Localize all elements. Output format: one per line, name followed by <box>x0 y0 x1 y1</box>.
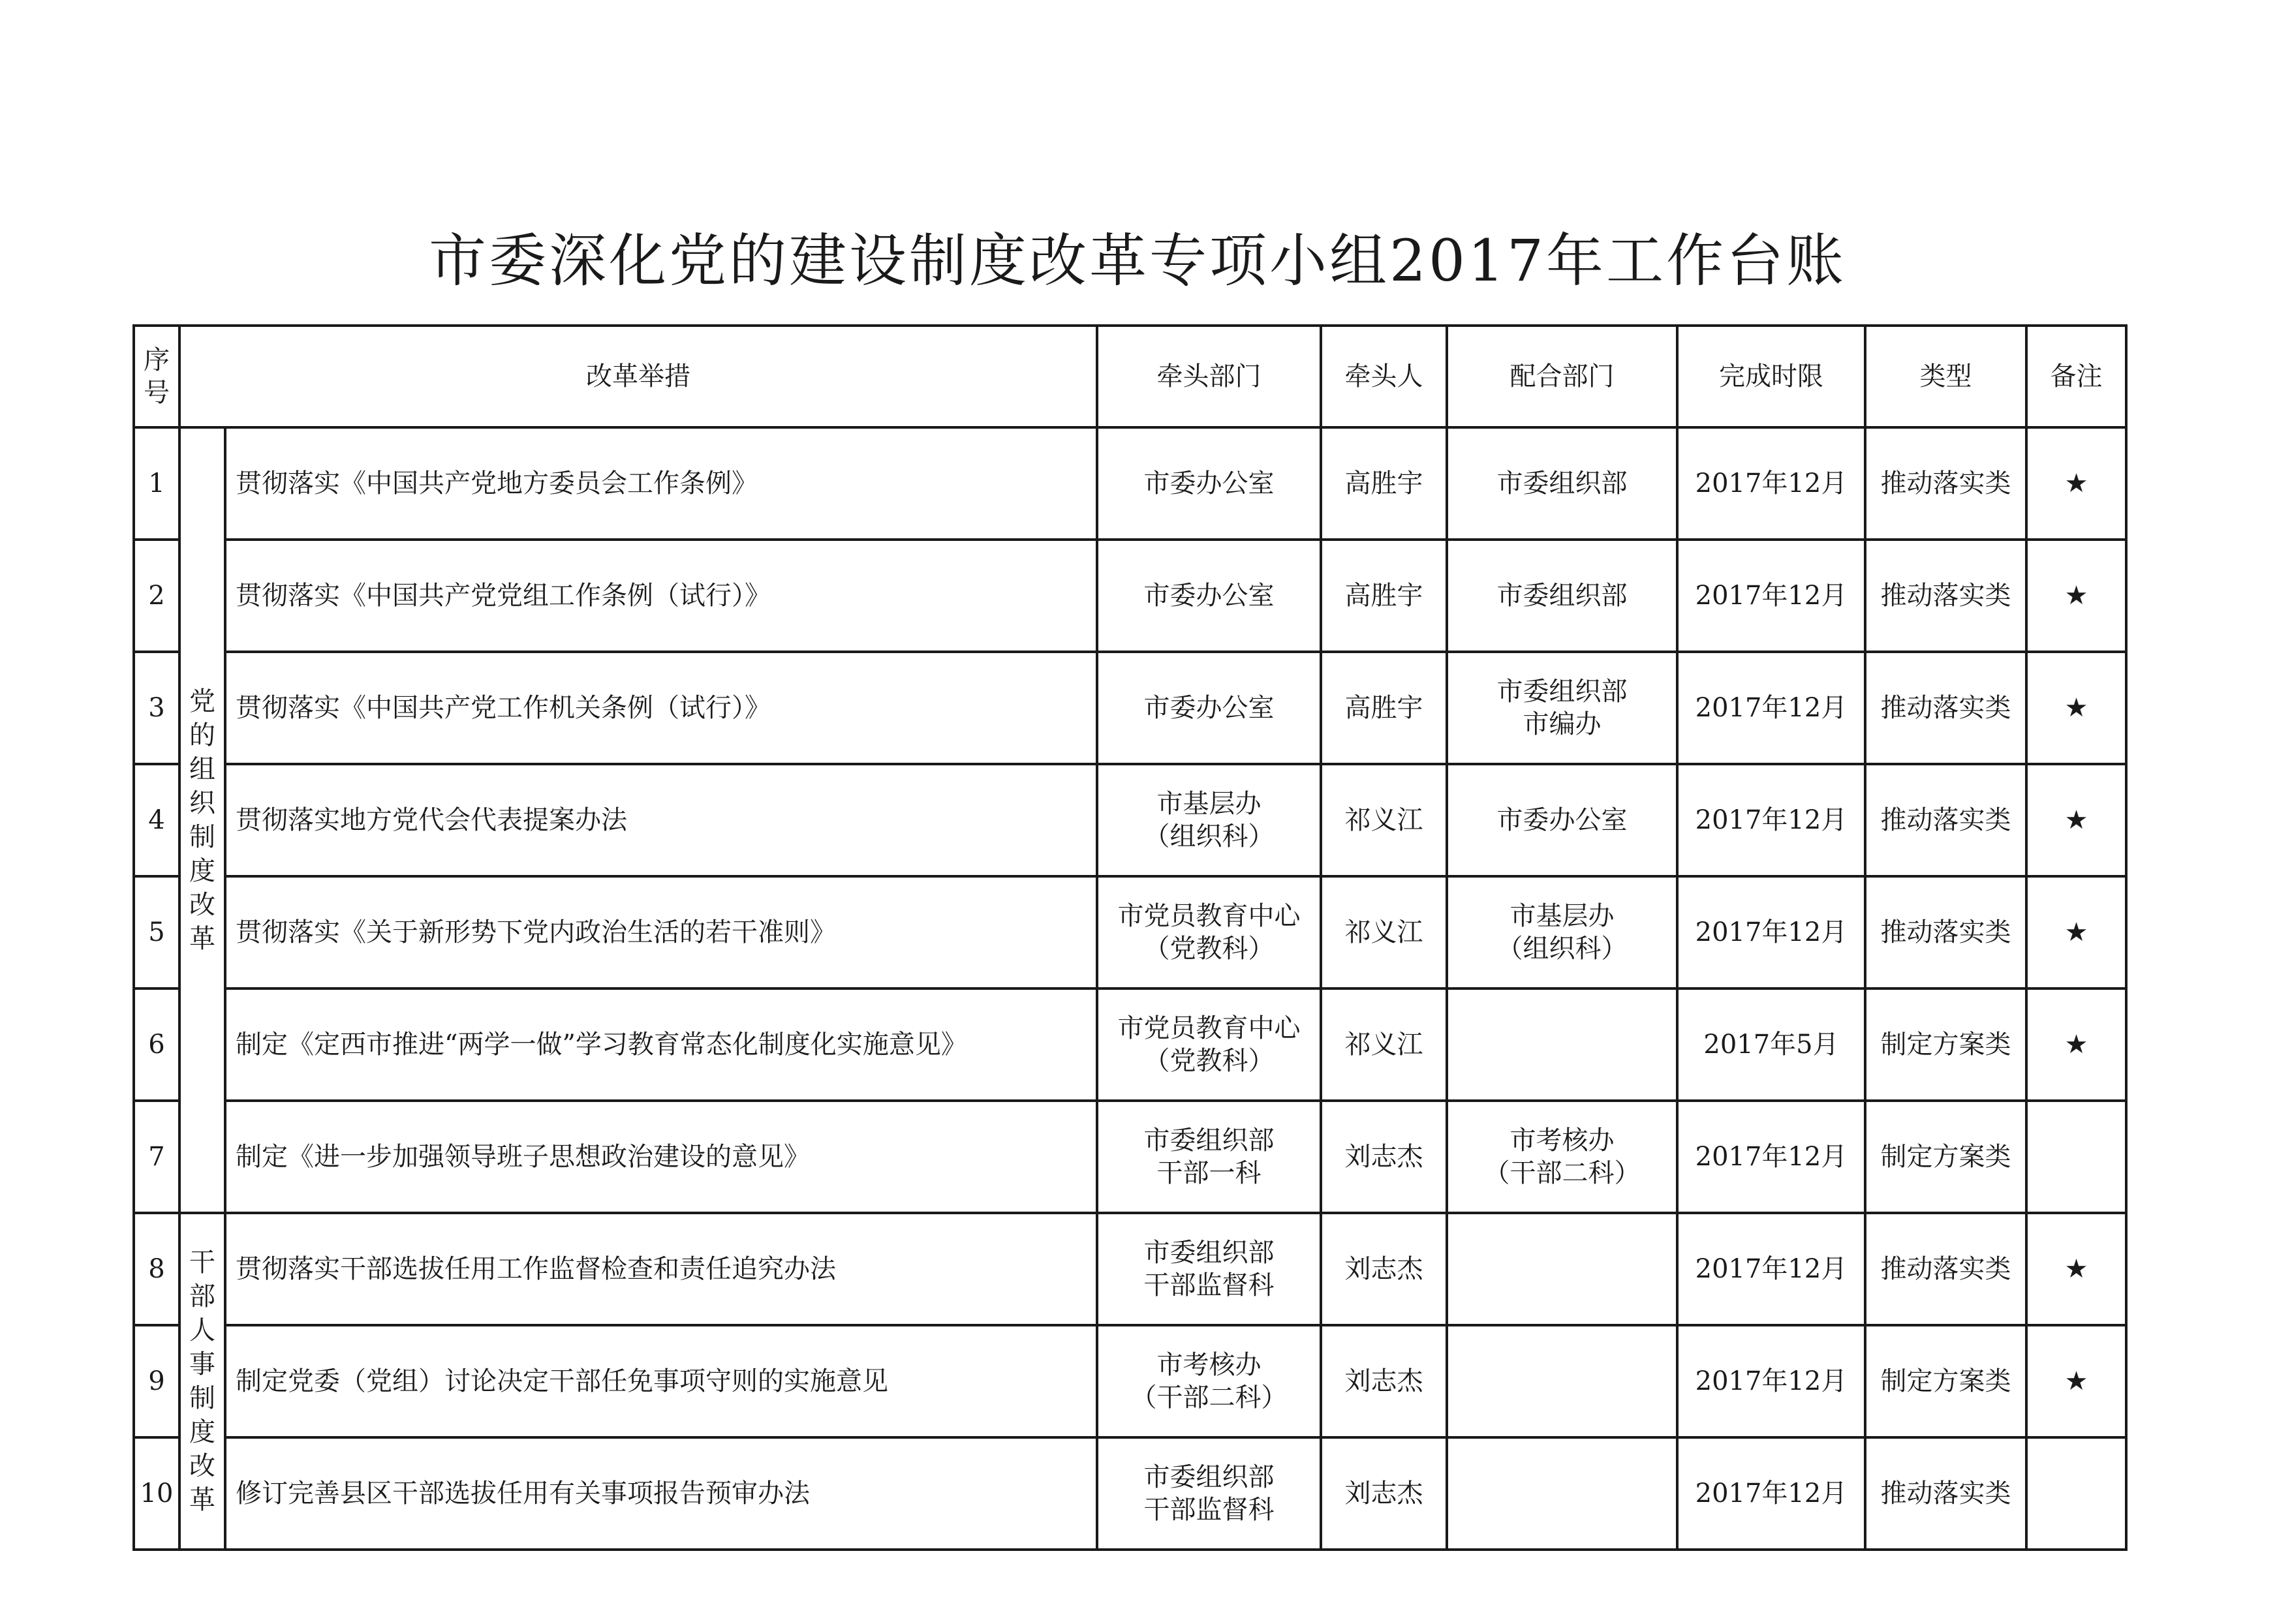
cell-line: （党教科） <box>1143 934 1275 964</box>
note-star <box>2026 1437 2126 1550</box>
cell-line: 市委组织部 <box>1143 1126 1275 1156</box>
table-row <box>134 764 2126 876</box>
coop-department <box>1447 540 1677 652</box>
measure-type: 推动落实类 <box>1865 876 2026 988</box>
cell-line: （党教科） <box>1143 1046 1275 1076</box>
table-row <box>134 540 2126 652</box>
lead-person: 祁义江 <box>1321 876 1447 988</box>
deadline: 2017年12月 <box>1677 1325 1865 1437</box>
table-row <box>134 1437 2126 1550</box>
deadline: 2017年12月 <box>1677 1213 1865 1325</box>
coop-department <box>1447 652 1677 764</box>
cell-line: 市委组织部 <box>1143 1462 1275 1492</box>
deadline: 2017年12月 <box>1677 540 1865 652</box>
deadline: 2017年12月 <box>1677 1437 1865 1550</box>
measure-type: 制定方案类 <box>1865 1101 2026 1213</box>
lead-person: 刘志杰 <box>1321 1101 1447 1213</box>
table-row <box>134 652 2126 764</box>
reform-measure: 制定党委（党组）讨论决定干部任免事项守则的实施意见 <box>225 1325 1097 1437</box>
note-star <box>2026 1101 2126 1213</box>
measure-type: 推动落实类 <box>1865 540 2026 652</box>
measure-type: 制定方案类 <box>1865 988 2026 1101</box>
header-index: 序号 <box>134 326 179 427</box>
table-row <box>134 1213 2126 1325</box>
note-star: ★ <box>2026 540 2126 652</box>
group-text: 干部人事制度改革 <box>189 1248 215 1515</box>
coop-department <box>1447 876 1677 988</box>
cell-line: （组织科） <box>1496 934 1628 964</box>
row-index: 5 <box>134 876 179 988</box>
cell-line: 市委办公室 <box>1143 693 1275 723</box>
reform-measure: 贯彻落实地方党代会代表提案办法 <box>225 764 1097 876</box>
coop-department <box>1447 1213 1677 1325</box>
header-note: 备注 <box>2026 326 2126 427</box>
header-row <box>134 326 2126 427</box>
note-star: ★ <box>2026 1325 2126 1437</box>
measure-type: 推动落实类 <box>1865 1213 2026 1325</box>
cell-line: （组织科） <box>1143 821 1275 851</box>
table-row <box>134 1101 2126 1213</box>
row-index: 2 <box>134 540 179 652</box>
coop-department <box>1447 1325 1677 1437</box>
cell-line: 市党员教育中心 <box>1117 901 1301 931</box>
deadline: 2017年12月 <box>1677 652 1865 764</box>
row-index: 4 <box>134 764 179 876</box>
lead-department <box>1097 1325 1321 1437</box>
header-type: 类型 <box>1865 326 2026 427</box>
lead-person: 高胜宇 <box>1321 652 1447 764</box>
reform-measure: 贯彻落实《中国共产党工作机关条例（试行）》 <box>225 652 1097 764</box>
reform-measure: 制定《进一步加强领导班子思想政治建设的意见》 <box>225 1101 1097 1213</box>
coop-department <box>1447 764 1677 876</box>
cell-line: 市委组织部 <box>1496 468 1628 498</box>
measure-type: 推动落实类 <box>1865 764 2026 876</box>
cell-line: 市考核办 <box>1509 1126 1615 1156</box>
deadline: 2017年12月 <box>1677 1101 1865 1213</box>
work-ledger-table <box>132 324 2128 1551</box>
lead-department <box>1097 988 1321 1101</box>
reform-measure: 贯彻落实《中国共产党党组工作条例（试行）》 <box>225 540 1097 652</box>
cell-line: 市委办公室 <box>1496 805 1628 835</box>
note-star: ★ <box>2026 876 2126 988</box>
deadline: 2017年12月 <box>1677 876 1865 988</box>
cell-line: 市基层办 <box>1509 901 1615 931</box>
group-label <box>179 1213 225 1550</box>
row-index: 10 <box>134 1437 179 1550</box>
row-index: 6 <box>134 988 179 1101</box>
header-lead-dept: 牵头部门 <box>1097 326 1321 427</box>
lead-person: 高胜宇 <box>1321 540 1447 652</box>
note-star: ★ <box>2026 427 2126 540</box>
cell-line: 干部一科 <box>1156 1158 1261 1188</box>
note-star: ★ <box>2026 652 2126 764</box>
header-lead-person: 牵头人 <box>1321 326 1447 427</box>
row-index: 9 <box>134 1325 179 1437</box>
lead-department <box>1097 1213 1321 1325</box>
lead-person: 刘志杰 <box>1321 1437 1447 1550</box>
row-index: 8 <box>134 1213 179 1325</box>
row-index: 1 <box>134 427 179 540</box>
deadline: 2017年12月 <box>1677 427 1865 540</box>
lead-person: 刘志杰 <box>1321 1213 1447 1325</box>
lead-person: 刘志杰 <box>1321 1325 1447 1437</box>
group-label <box>179 427 225 1213</box>
coop-department <box>1447 988 1677 1101</box>
table-row <box>134 1325 2126 1437</box>
cell-line: 市委办公室 <box>1143 468 1275 498</box>
cell-line: 市委组织部 <box>1496 581 1628 611</box>
row-index: 7 <box>134 1101 179 1213</box>
deadline: 2017年5月 <box>1677 988 1865 1101</box>
cell-line: 干部监督科 <box>1143 1270 1275 1300</box>
cell-line: 市委办公室 <box>1143 581 1275 611</box>
reform-measure: 贯彻落实《中国共产党地方委员会工作条例》 <box>225 427 1097 540</box>
measure-type: 推动落实类 <box>1865 1437 2026 1550</box>
coop-department <box>1447 1437 1677 1550</box>
lead-department <box>1097 540 1321 652</box>
cell-line: 干部监督科 <box>1143 1495 1275 1525</box>
cell-line: 市基层办 <box>1156 789 1261 819</box>
note-star: ★ <box>2026 988 2126 1101</box>
coop-department <box>1447 427 1677 540</box>
group-text: 党的组织制度改革 <box>189 686 215 954</box>
deadline: 2017年12月 <box>1677 764 1865 876</box>
reform-measure: 制定《定西市推进“两学一做”学习教育常态化制度化实施意见》 <box>225 988 1097 1101</box>
cell-line: 市考核办 <box>1156 1350 1261 1380</box>
reform-measure: 贯彻落实干部选拔任用工作监督检查和责任追究办法 <box>225 1213 1097 1325</box>
measure-type: 制定方案类 <box>1865 1325 2026 1437</box>
header-deadline: 完成时限 <box>1677 326 1865 427</box>
header-measure: 改革举措 <box>179 326 1097 427</box>
note-star: ★ <box>2026 1213 2126 1325</box>
lead-department <box>1097 764 1321 876</box>
lead-person: 祁义江 <box>1321 988 1447 1101</box>
coop-department <box>1447 1101 1677 1213</box>
cell-line: 市编办 <box>1523 709 1602 739</box>
measure-type: 推动落实类 <box>1865 427 2026 540</box>
lead-department <box>1097 1101 1321 1213</box>
lead-person: 高胜宇 <box>1321 427 1447 540</box>
lead-department <box>1097 427 1321 540</box>
cell-line: 市委组织部 <box>1143 1238 1275 1268</box>
cell-line: 市委组织部 <box>1496 677 1628 707</box>
cell-line: （干部二科） <box>1130 1383 1288 1413</box>
table-row <box>134 427 2126 540</box>
cell-line: （干部二科） <box>1483 1158 1641 1188</box>
table-row <box>134 876 2126 988</box>
table-row <box>134 988 2126 1101</box>
lead-department <box>1097 1437 1321 1550</box>
reform-measure: 贯彻落实《关于新形势下党内政治生活的若干准则》 <box>225 876 1097 988</box>
measure-type: 推动落实类 <box>1865 652 2026 764</box>
lead-department <box>1097 652 1321 764</box>
lead-department <box>1097 876 1321 988</box>
document-title: 市委深化党的建设制度改革专项小组2017年工作台账 <box>429 227 1846 294</box>
note-star: ★ <box>2026 764 2126 876</box>
lead-person: 祁义江 <box>1321 764 1447 876</box>
reform-measure: 修订完善县区干部选拔任用有关事项报告预审办法 <box>225 1437 1097 1550</box>
header-coop-dept: 配合部门 <box>1447 326 1677 427</box>
row-index: 3 <box>134 652 179 764</box>
cell-line: 市党员教育中心 <box>1117 1013 1301 1043</box>
